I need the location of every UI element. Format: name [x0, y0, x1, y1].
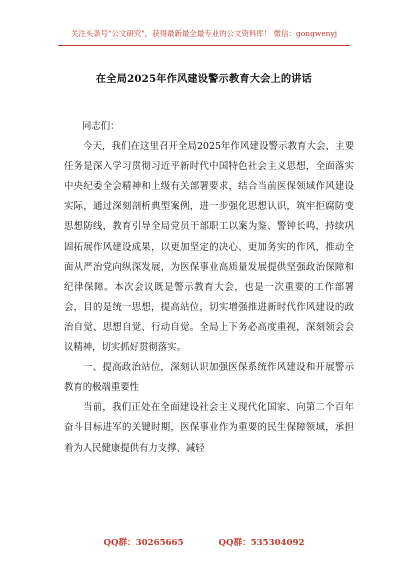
- salutation: 同志们：: [82, 121, 120, 132]
- document-body: [64, 117, 354, 459]
- footer-qq-group-2: QQ群：535304092: [218, 538, 305, 548]
- paragraph-intro: 今天，我们在这里召开全局2025年作风建设警示教育大会，主要任务是深入学习贯彻习近平新时代中国特色社会主义思想，全面落实中央纪委全会精神和上级有关部署要求，结合当前医保领域作风建设实际，通过深刻剖析典型案例，进一步强化思想认识，筑牢拒腐防变思想防线，教育引导全局党员干部职工以案为鉴、警钟长鸣，持续巩固拓展作风建设成果，以更加坚定的决心、更加务实的作风，推动全面从严治党向纵深发展，为医保事业高质量发展提供坚强政治保障和纪律保障。本次会议既是警示教育大会，也是一次重要的工作部署会，目的是统一思想，提高站位，切实增强推进新时代作风建设的政治自觉、思想自觉、行动自觉。全局上下务必高度重视，深刻领会会议精神，切实抓好贯彻落实。: [64, 141, 354, 354]
- paragraph-context: 当前，我们正处在全面建设社会主义现代化国家、向第二个百年奋斗目标进军的关键时期，医保事业作为重要的民生保障领域，承担着为人民健康提供有力支撑、减轻: [64, 402, 354, 454]
- section-heading: 一、提高政治站位，深刻认识加强医保系统作风建设和开展警示教育的极端重要性: [64, 362, 354, 394]
- header-banner: 关注头条号"公文研究"，获得最新最全最专业的公文资料库！ 微信：gongwenyj: [70, 29, 338, 38]
- document-title: 在全局2025年作风建设警示教育大会上的讲话: [95, 73, 313, 85]
- header-divider: [58, 45, 350, 46]
- footer-qq-group-1: QQ群：30265665: [103, 538, 184, 548]
- footer-contacts: [0, 536, 408, 548]
